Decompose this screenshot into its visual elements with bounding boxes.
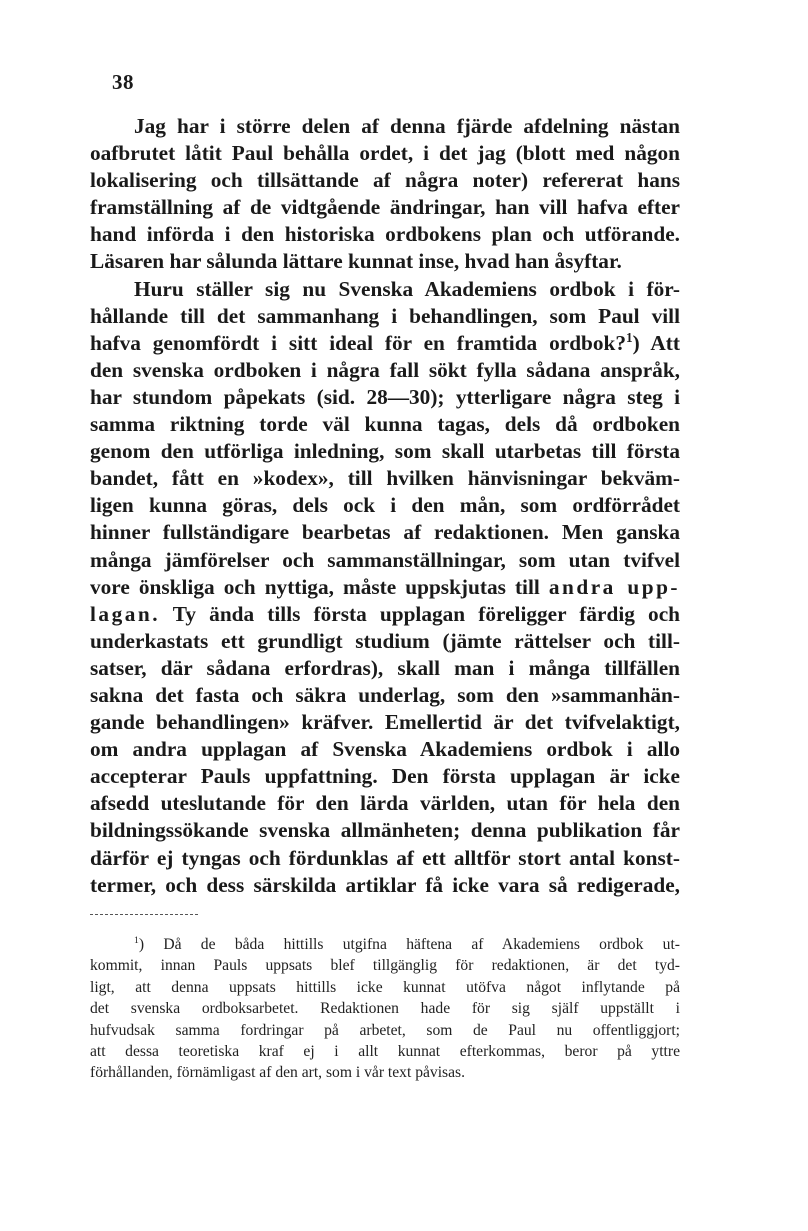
- body-line: [90, 736, 680, 763]
- line-text-after: ) Att: [632, 330, 680, 355]
- body-line: [90, 303, 680, 330]
- body-line: [90, 628, 680, 655]
- body-line: [90, 465, 680, 492]
- line-text: förhållanden, förnämligast af den art, som i vår text påvisas.: [90, 1064, 465, 1082]
- body-line: [90, 330, 680, 357]
- body-line: [90, 438, 680, 465]
- body-line: [90, 790, 680, 817]
- line-text: kommit, innan Pauls uppsats blef tillgänglig för redaktionen, är det tyd-: [90, 957, 680, 975]
- line-text: hinner fullständigare bearbetas af redaktionen. Men ganska: [90, 520, 680, 545]
- line-text: underkastats ett grundligt studium (jämte rättelser och till-: [90, 628, 680, 653]
- line-text: bildningssökande svenska allmänheten; denna publikation får: [90, 818, 680, 843]
- body-line: [90, 519, 680, 546]
- line-text: ligen kunna göras, dels ock i den mån, som ordförrådet: [90, 493, 680, 518]
- body-line: [90, 248, 680, 275]
- body-line: [90, 384, 680, 411]
- body-line: [90, 845, 680, 872]
- line-text: det svenska ordboksarbetet. Redaktionen hade för sig själf uppställt i: [90, 1000, 680, 1018]
- footnote-line: [90, 977, 680, 998]
- body-line: [90, 872, 680, 899]
- line-text: hållande till det sammanhang i behandlingen, som Paul vill: [90, 303, 680, 328]
- body-line: [90, 655, 680, 682]
- footnote-line: [90, 998, 680, 1019]
- line-text: har stundom påpekats (sid. 28—30); ytterligare några steg i: [90, 384, 680, 409]
- body-line: [90, 574, 680, 601]
- body-text: [90, 113, 680, 899]
- line-text: samma riktning torde väl kunna tagas, dels då ordboken: [90, 412, 680, 437]
- spaced-text: andra upp-: [548, 574, 681, 599]
- body-line: [90, 492, 680, 519]
- footnote-line: [90, 934, 680, 955]
- line-text: många jämförelser och sammanställningar, som utan tvifvel: [90, 547, 680, 572]
- footnote-line: [90, 1062, 680, 1083]
- line-text: termer, och dess särskilda artiklar få icke vara så redigerade,: [90, 872, 680, 897]
- footnote-line: [90, 955, 680, 976]
- body-line: [90, 276, 680, 303]
- footnote-line: [90, 1041, 680, 1062]
- line-text: oafbrutet låtit Paul behålla ordet, i det jag (blott med någon: [90, 141, 680, 166]
- line-text: hand införda i den historiska ordbokens plan och utförande.: [90, 222, 680, 247]
- body-line: [90, 140, 680, 167]
- line-text: lokalisering och tillsättande af några noter) refererat hans: [90, 168, 680, 193]
- line-text: accepterar Pauls uppfattning. Den första upplagan är icke: [90, 764, 680, 789]
- line-text: afsedd uteslutande för den lärda världen, utan för hela den: [90, 791, 680, 816]
- line-text: vore önskliga och nyttiga, måste uppskjutas till: [90, 574, 540, 599]
- footnote-marker: 1: [134, 934, 139, 946]
- body-line: [90, 682, 680, 709]
- line-text: Huru ställer sig nu Svenska Akademiens ordbok i för-: [134, 276, 680, 301]
- footnote-line: [90, 1020, 680, 1041]
- body-line: [90, 194, 680, 221]
- body-line: [90, 221, 680, 248]
- line-text: genom den utförliga inledning, som skall utarbetas till första: [90, 439, 680, 464]
- line-text: om andra upplagan af Svenska Akademiens ordbok i allo: [90, 737, 680, 762]
- footnote-reference: 1: [626, 329, 633, 345]
- body-line: [90, 167, 680, 194]
- footnote-divider: [90, 914, 198, 915]
- spaced-text: lagan.: [90, 601, 161, 626]
- line-text: hufvudsak samma fordringar på arbetet, som de Paul nu offentliggjort;: [90, 1021, 680, 1039]
- footnote: [90, 934, 680, 1084]
- body-line: [90, 357, 680, 384]
- line-text: Jag har i större delen af denna fjärde afdelning nästan: [134, 114, 680, 138]
- line-text: den svenska ordboken i några fall sökt fylla sådana anspråk,: [90, 357, 680, 382]
- line-text: bandet, fått en »kodex», till hvilken hänvisningar bekväm-: [90, 466, 680, 491]
- body-line: [90, 547, 680, 574]
- body-line: [90, 763, 680, 790]
- line-text: att dessa teoretiska kraf ej i allt kunnat efterkommas, beror på yttre: [90, 1042, 680, 1060]
- line-text: därför ej tyngas och fördunklas af ett alltför stort antal konst-: [90, 845, 680, 870]
- body-line: [90, 601, 680, 628]
- line-text: sakna det fasta och säkra underlag, som den »sammanhän-: [90, 682, 680, 707]
- line-text: Läsaren har sålunda lättare kunnat inse, hvad han åsyftar.: [90, 249, 622, 274]
- body-line: [90, 411, 680, 438]
- body-line: [90, 709, 680, 736]
- body-line: [90, 113, 680, 140]
- line-text: framställning af de vidtgående ändringar, han vill hafva efter: [90, 195, 680, 220]
- line-text: hafva genomfördt i sitt ideal för en framtida ordbok?: [90, 330, 627, 355]
- line-text: gande behandlingen» kräfver. Emellertid är det tvifvelaktigt,: [90, 710, 680, 735]
- line-text-after: Ty ända tills första upplagan föreligger färdig och: [160, 601, 680, 626]
- body-line: [90, 817, 680, 844]
- line-text: satser, där sådana erfordras), skall man i många tillfällen: [90, 655, 680, 680]
- page-number: 38: [112, 70, 134, 94]
- line-text: ) Då de båda hittills utgifna häftena af Akademiens ordbok ut-: [138, 936, 680, 953]
- line-text: ligt, att denna uppsats hittills icke kunnat utöfva något inflytande på: [90, 978, 680, 996]
